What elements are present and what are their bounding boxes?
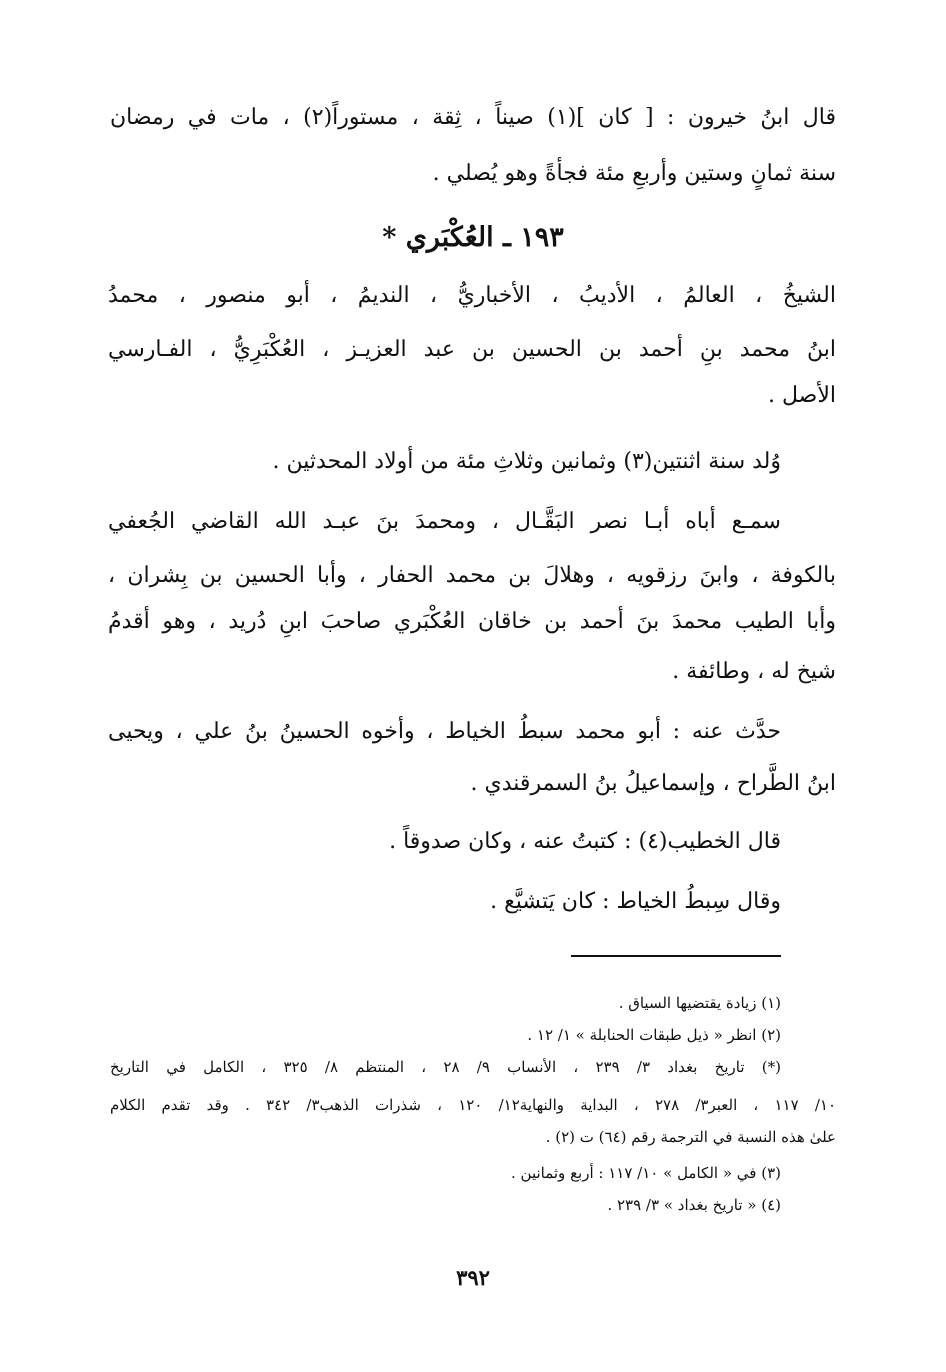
footnote-2: (٢) انظر « ذيل طبقات الحنابلة » ١/ ١٢ . [527, 1026, 781, 1044]
footnote-separator [571, 955, 781, 957]
paragraph-6-line-1: قال الخطيب(٤) : كتبتُ عنه ، وكان صدوقاً . [389, 829, 781, 854]
footnote-1: (١) زيادة يقتضيها السياق . [618, 994, 781, 1012]
paragraph-7-line-1: وقال سِبطُ الخياط : كان يَتشيَّع . [490, 889, 781, 914]
paragraph-4-line-2: بالكوفة ، وابنَ رزقويه ، وهلالَ بن محمد الحفار ، وأبا الحسين بن بِشران ، [108, 563, 836, 588]
paragraph-5-line-2: ابنُ الطَّراح ، وإسماعيلُ بنُ السمرقندي . [470, 771, 836, 796]
paragraph-2-line-3: الأصل . [768, 383, 836, 408]
paragraph-4-line-1: سمـع أباه أبـا نصر البَقَّـال ، ومحمدَ بنَ عبـد الله القاضي الجُعفي [108, 509, 781, 534]
footnote-3: (٣) في « الكامل » ١٠/ ١١٧ : أربع وثمانين . [510, 1164, 781, 1182]
paragraph-2-line-1: الشيخُ ، العالمُ ، الأديبُ ، الأخباريُّ ، النديمُ ، أبو منصور ، محمدُ [108, 283, 836, 308]
entry-heading: ١٩٣ ـ العُكْبَري * [382, 222, 564, 253]
footnote-star-line-1: (*) تاريخ بغداد ٣/ ٢٣٩ ، الأنساب ٩/ ٢٨ ، المنتظم ٨/ ٣٢٥ ، الكامل في التاريخ [110, 1058, 781, 1076]
footnote-4: (٤) « تاريخ بغداد » ٣/ ٢٣٩ . [607, 1196, 781, 1214]
footnote-star-line-2: ١٠/ ١١٧ ، العبر٣/ ٢٧٨ ، البداية والنهاية١٢/ ١٢٠ ، شذرات الذهب٣/ ٣٤٢ . وقد تقدم الكلام [110, 1096, 837, 1114]
paragraph-4-line-3: وأبا الطيب محمدَ بنَ أحمد بن خاقان العُكْبَري صاحبَ ابنِ دُريد ، وهو أقدمُ [108, 609, 836, 634]
paragraph-3-line-1: وُلد سنة اثنتين(٣) وثمانين وثلاثِ مئة من أولاد المحدثين . [272, 449, 781, 474]
paragraph-4-line-4: شيخ له ، وطائفة . [672, 659, 836, 684]
page-number: ٣٩٢ [456, 1265, 490, 1290]
paragraph-1-line-2: سنة ثمانٍ وستين وأربعِ مئة فجأةً وهو يُصلي . [432, 161, 836, 186]
footnote-star-line-3: علىٰ هذه النسبة في الترجمة رقم (٦٤) ت (٢) . [545, 1128, 836, 1146]
paragraph-1-line-1: قال ابنُ خيرون : [ كان ](١) صيناً ، ثِقة ، مستوراً(٢) ، مات في رمضان [110, 105, 836, 130]
paragraph-5-line-1: حدَّث عنه : أبو محمد سبطُ الخياط ، وأخوه الحسينُ بنُ علي ، ويحيى [108, 719, 781, 744]
paragraph-2-line-2: ابنُ محمد بنِ أحمد بن الحسين بن عبد العزيـز ، العُكْبَرِيُّ ، الفـارسي [108, 337, 836, 362]
